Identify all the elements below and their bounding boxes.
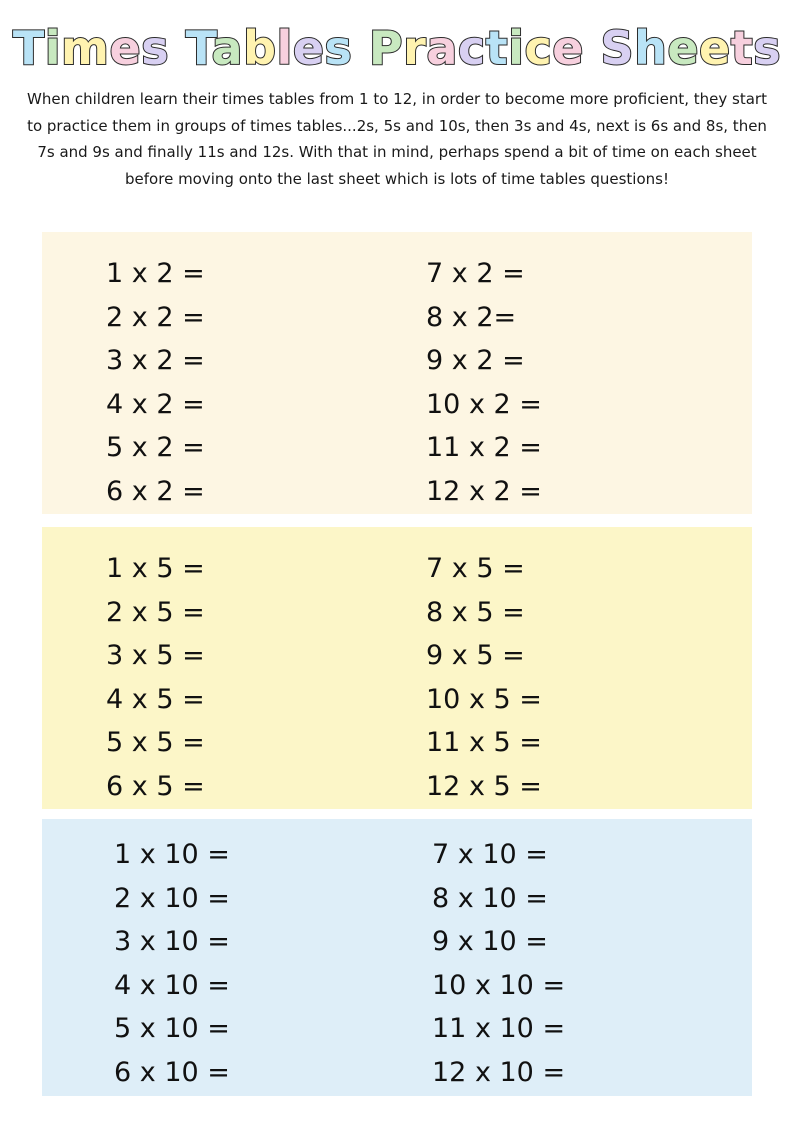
- question-item: 8 x 2=: [426, 301, 517, 333]
- question-item: 10 x 5 =: [426, 683, 542, 715]
- section-10-times-table: [42, 819, 752, 1096]
- question-item: 7 x 5 =: [426, 553, 525, 584]
- question-item: 2 x 5 =: [106, 596, 205, 628]
- section-2-times-table: [42, 232, 752, 514]
- question-item: 8 x 10 =: [432, 882, 548, 914]
- question-item: 1 x 5 =: [106, 553, 205, 584]
- question-item: 7 x 10 =: [432, 839, 548, 870]
- question-item: 9 x 2 =: [426, 345, 525, 377]
- question-item: 1 x 10 =: [114, 839, 230, 870]
- question-item: 7 x 2 =: [426, 258, 525, 289]
- question-column-left: [106, 252, 406, 514]
- question-item: 3 x 5 =: [106, 640, 205, 672]
- intro-paragraph: When children learn their times tables from 1 to 12, in order to become more proficient, they start to practice them in groups of times tables...2s, 5s and 10s, then 3s and 4s, next is 6s and 8s, then 7s and 9s and finally 11s and 12s. With that in mind, perhaps spend a bit of time on each sheet before moving onto the last sheet which is lots of time tables questions!: [27, 90, 767, 188]
- question-column-right: [432, 833, 732, 1095]
- question-item: 4 x 10 =: [114, 969, 230, 1001]
- question-item: 5 x 10 =: [114, 1013, 230, 1045]
- question-column-right: [426, 252, 726, 514]
- question-item: 5 x 5 =: [106, 727, 205, 759]
- question-item: 3 x 10 =: [114, 926, 230, 958]
- question-item: 4 x 2 =: [106, 388, 205, 420]
- question-item: 9 x 10 =: [432, 926, 548, 958]
- question-item: 11 x 2 =: [426, 432, 542, 464]
- question-item: 4 x 5 =: [106, 683, 205, 715]
- question-item: 9 x 5 =: [426, 640, 525, 672]
- question-column-left: [114, 833, 414, 1095]
- question-item: 11 x 10 =: [432, 1013, 566, 1045]
- question-column-right: [426, 547, 726, 809]
- question-item: 2 x 2 =: [106, 301, 205, 333]
- question-item: 6 x 2 =: [106, 475, 205, 507]
- question-item: 6 x 10 =: [114, 1056, 230, 1088]
- question-item: 10 x 2 =: [426, 388, 542, 420]
- question-column-left: [106, 547, 406, 809]
- question-item: 10 x 10 =: [432, 969, 566, 1001]
- question-item: 5 x 2 =: [106, 432, 205, 464]
- question-item: 1 x 2 =: [106, 258, 205, 289]
- question-item: 12 x 2 =: [426, 475, 542, 507]
- question-item: 11 x 5 =: [426, 727, 542, 759]
- question-item: 6 x 5 =: [106, 770, 205, 802]
- question-item: 8 x 5 =: [426, 596, 525, 628]
- question-item: 2 x 10 =: [114, 882, 230, 914]
- section-5-times-table: [42, 527, 752, 809]
- question-item: 12 x 10 =: [432, 1056, 566, 1088]
- page-title: Times Tables Practice Sheets: [12, 21, 782, 75]
- question-item: 3 x 2 =: [106, 345, 205, 377]
- question-item: 12 x 5 =: [426, 770, 542, 802]
